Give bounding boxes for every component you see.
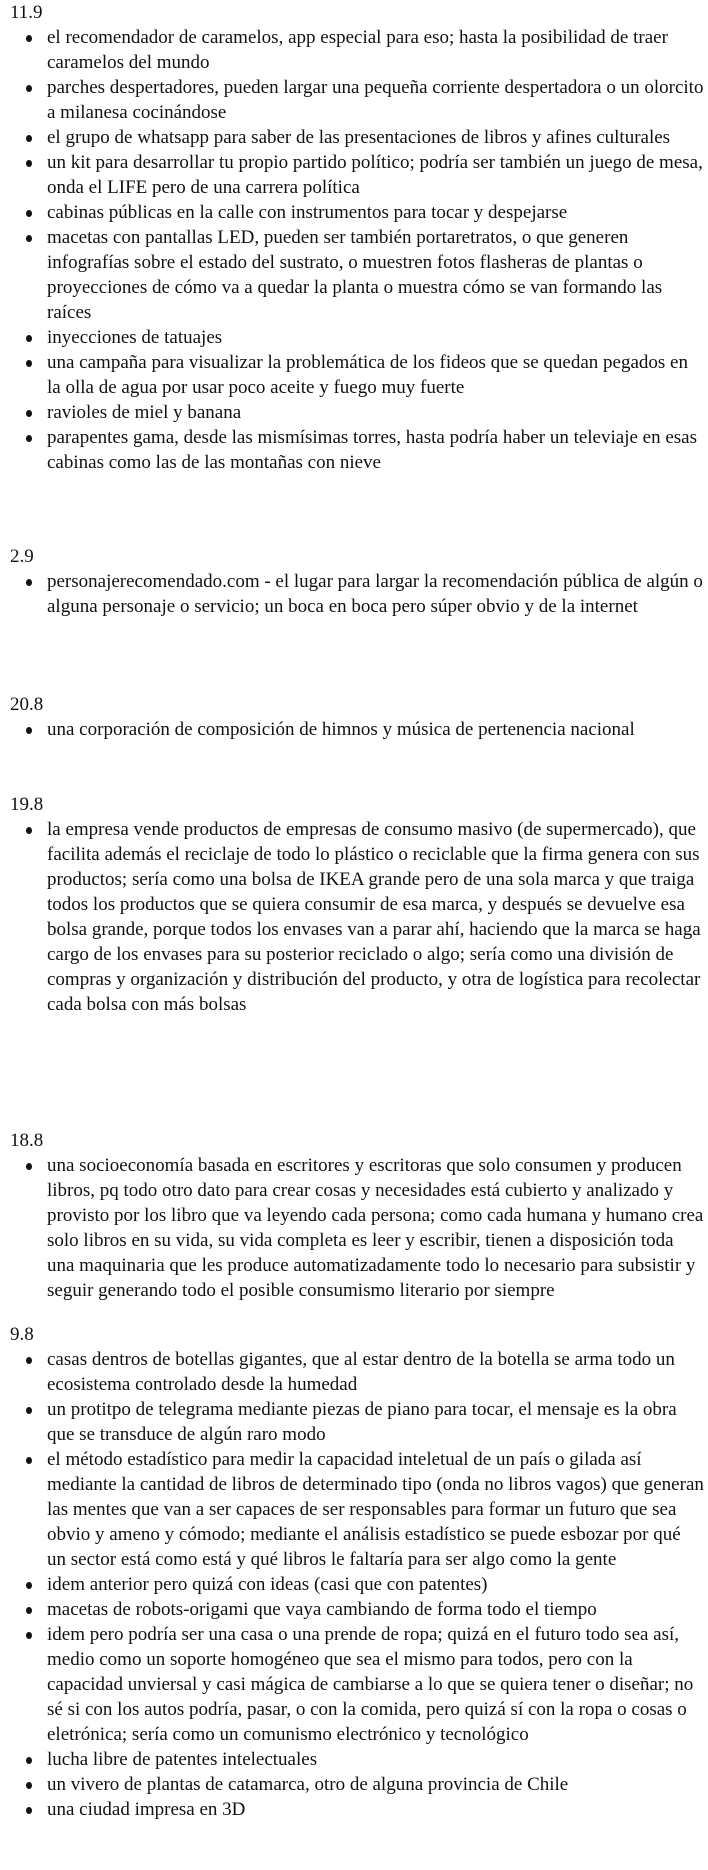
list-item: parapentes gama, desde las mismísimas torres, hasta podría haber un televiaje en esas cabinas como las de las montañas con nieve: [47, 425, 704, 475]
list-item: personajerecomendado.com - el lugar para largar la recomendación pública de algún o alguna personaje o servicio; un boca en boca pero súper obvio y de la internet: [47, 571, 703, 617]
date-heading: 11.9: [10, 2, 43, 23]
date-section: [0, 1128, 708, 1303]
idea-list: [0, 569, 708, 619]
idea-list: [0, 1347, 708, 1822]
list-item: casas dentros de botellas gigantes, que al estar dentro de la botella se arma todo un ecosistema controlado desde la humedad: [47, 1347, 704, 1397]
date-heading: 18.8: [10, 1130, 44, 1151]
idea-list: [0, 25, 708, 475]
list-item: idem pero podría ser una casa o una prende de ropa; quizá en el futuro todo sea así, medio como un soporte homogéneo que sea el mismo para todos, pero con la capacidad unviersal y casi mágica de cambiarse a lo que se quiera tener o diseñar; no sé si con los autos podría, pasar, o con la comida, pero quizá sí con la ropa o cosas o eletrónica; sería como un comunismo electrónico y tecnológico: [47, 1622, 704, 1747]
list-item: una campaña para visualizar la problemática de los fideos que se quedan pegados en la olla de agua por usar poco aceite y fuego muy fuerte: [47, 350, 704, 400]
list-item: el recomendador de caramelos, app especial para eso; hasta la posibilidad de traer caramelos del mundo: [47, 25, 704, 75]
date-heading: 19.8: [10, 794, 44, 815]
list-item: un vivero de plantas de catamarca, otro de alguna provincia de Chile: [47, 1772, 704, 1797]
list-item: el grupo de whatsapp para saber de las presentaciones de libros y afines culturales: [47, 125, 704, 150]
date-heading: 20.8: [10, 694, 44, 715]
idea-list: [0, 717, 708, 742]
list-item: macetas con pantallas LED, pueden ser también portaretratos, o que generen infografías sobre el estado del sustrato, o muestren fotos flasheras de plantas o proyecciones de cómo va a quedar la planta o muestra cómo se van formando las raíces: [47, 225, 704, 325]
date-section: [0, 544, 708, 619]
date-section: [0, 792, 708, 1017]
date-section: [0, 1322, 708, 1822]
list-item: cabinas públicas en la calle con instrumentos para tocar y despejarse: [47, 200, 704, 225]
list-item: ravioles de miel y banana: [47, 400, 704, 425]
list-item: un kit para desarrollar tu propio partido político; podría ser también un juego de mesa, onda el LIFE pero de una carrera política: [47, 152, 703, 198]
list-item: macetas de robots-origami que vaya cambiando de forma todo el tiempo: [47, 1597, 704, 1622]
list-item: lucha libre de patentes intelectuales: [47, 1747, 704, 1772]
list-item: el método estadístico para medir la capacidad inteletual de un país o gilada así mediante la cantidad de libros de determinado tipo (onda no libros vagos) que generan las mentes que van a ser capaces de ser responsables para formar un futuro que sea obvio y ameno y cómodo; mediante el análisis estadístico se puede esbozar por qué un sector está como está y qué libros le faltaría para ser algo como la gente: [47, 1449, 704, 1570]
date-section: [0, 692, 708, 742]
list-item: la empresa vende productos de empresas de consumo masivo (de supermercado), que facilita además el reciclaje de todo lo plástico o reciclable que la firma genera con sus productos; sería como una bolsa de IKEA grande pero de una sola marca y que traiga todos los productos que se quiera consumir de esa marca, y después se devuelve esa bolsa grande, porque todos los envases van a parar ahí, haciendo que la marca se haga cargo de los envases para su posterior reciclado o algo; sería como una división de compras y organización y distribución del producto, y otra de logística para recolectar cada bolsa con más bolsas: [47, 817, 704, 1017]
list-item: una socioeconomía basada en escritores y escritoras que solo consumen y producen libros, pq todo otro dato para crear cosas y necesidades está cubierto y analizado y provisto por los libro que va leyendo cada persona; como cada humana y humano crea solo libros en su vida, su vida completa es leer y escribir, tienen a disposición toda una maquinaria que les produce automatizadamente todo lo necesario para subsistir y seguir generando todo el posible consumismo literario por siempre: [47, 1155, 704, 1301]
list-item: un protitpo de telegrama mediante piezas de piano para tocar, el mensaje es la obra que se transduce de algún raro modo: [47, 1397, 704, 1447]
idea-list: [0, 817, 708, 1017]
list-item: una ciudad impresa en 3D: [47, 1797, 704, 1822]
list-item: parches despertadores, pueden largar una pequeña corriente despertadora o un olorcito a milanesa cocinándose: [47, 77, 704, 123]
list-item: idem anterior pero quizá con ideas (casi que con patentes): [47, 1572, 704, 1597]
list-item: una corporación de composición de himnos y música de pertenencia nacional: [47, 717, 704, 742]
idea-list: [0, 1153, 708, 1303]
date-heading: 9.8: [10, 1324, 34, 1345]
date-heading: 2.9: [10, 546, 34, 567]
date-section: [0, 0, 708, 475]
list-item: inyecciones de tatuajes: [47, 325, 704, 350]
